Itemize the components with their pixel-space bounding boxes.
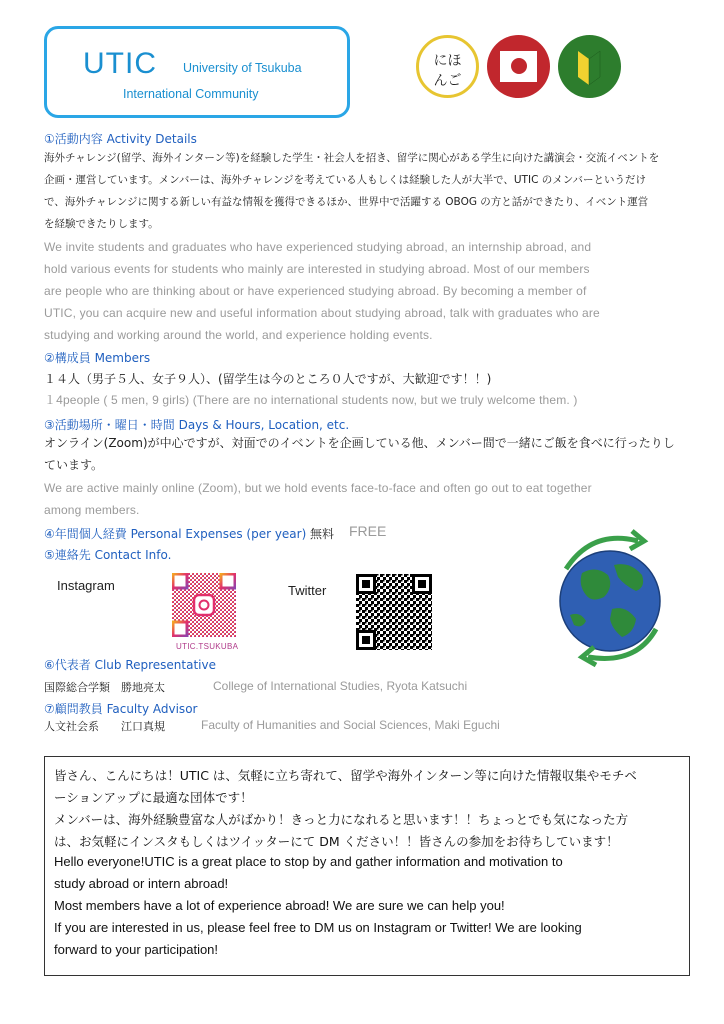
advisor-heading: ⑦顧問教員 Faculty Advisor bbox=[44, 702, 198, 716]
members-heading: ②構成員 Members bbox=[44, 351, 151, 365]
message-line: Hello everyone!UTIC is a great place to stop by and gather information and motivation to bbox=[54, 854, 563, 869]
activity-heading: ①活動内容 Activity Details bbox=[44, 132, 197, 146]
beginner-mark-icon bbox=[558, 35, 621, 98]
twitter-qr-icon[interactable] bbox=[356, 574, 432, 650]
message-line: If you are interested in us, please feel free to DM us on Instagram or Twitter! We are looking bbox=[54, 920, 582, 935]
members-jp: １４人（男子５人、女子９人）、(留学生は今のところ０人ですが、大歓迎です！！) bbox=[44, 372, 492, 386]
location-jp-text: オンライン(Zoom)が中心ですが、対面でのイベントを企画している他、メンバー間で一緒にご飯を食べに行ったりし ています。 bbox=[44, 436, 675, 472]
message-line: forward to your participation! bbox=[54, 942, 219, 957]
message-line: study abroad or intern abroad! bbox=[54, 876, 229, 891]
representative-en: College of International Studies, Ryota Katsuchi bbox=[213, 679, 468, 693]
message-line: Most members have a lot of experience abroad! We are sure we can help you! bbox=[54, 898, 505, 913]
logo-university: University of Tsukuba bbox=[183, 61, 302, 75]
qr-caption: UTIC.TSUKUBA bbox=[176, 642, 239, 651]
instagram-qr-icon[interactable] bbox=[172, 573, 236, 637]
expenses-jp: 無料 bbox=[310, 527, 335, 541]
activity-en-text: We invite students and graduates who have experienced studying abroad, an internship abroad, and hold various events for students who mainly are interested in studying abroad. Most of our members are people who are thinking about or have experienced studying abroad. By becoming a member of UTIC, you can acquire new and useful information about studying abroad, talk with graduates who are studying and working around the world, and experience holding events. bbox=[44, 240, 600, 342]
representative-jp: 国際総合学類 勝地亮太 bbox=[44, 681, 165, 694]
club-logo bbox=[44, 26, 350, 118]
nihongo-badge-icon bbox=[416, 35, 479, 98]
members-en: １4people ( 5 men, 9 girls) (There are no international students now, but we truly welcome them. ) bbox=[44, 393, 578, 407]
message-line: ーションアップに最適な団体です！ bbox=[54, 790, 253, 805]
instagram-label: Instagram bbox=[57, 578, 115, 593]
japan-flag-icon bbox=[487, 35, 550, 98]
message-line: 皆さん、こんにちは！UTIC は、気軽に立ち寄れて、留学や海外インターン等に向けた情報収集やモチベ bbox=[54, 768, 637, 783]
nihongo-badge-line2: んご bbox=[433, 73, 462, 89]
representative-heading: ⑥代表者 Club Representative bbox=[44, 658, 216, 672]
twitter-label: Twitter bbox=[288, 583, 327, 598]
expenses-heading: ④年間個人経費 Personal Expenses (per year) bbox=[44, 527, 307, 541]
logo-community: International Community bbox=[123, 87, 259, 101]
message-line: は、お気軽にインスタもしくはツイッターにて DM ください！！皆さんの参加をお待ちしています！ bbox=[54, 834, 619, 849]
message-line: メンバーは、海外経験豊富な人がばかり！きっと力になれると思います！！ちょっとでも気になった方 bbox=[54, 812, 629, 827]
advisor-en: Faculty of Humanities and Social Sciences, Maki Eguchi bbox=[201, 718, 500, 732]
advisor-jp: 人文社会系 江口真規 bbox=[44, 720, 165, 733]
nihongo-badge-line1: にほ bbox=[433, 53, 462, 69]
location-heading: ③活動場所・曜日・時間 Days & Hours, Location, etc. bbox=[44, 418, 350, 432]
expenses-en: FREE bbox=[349, 523, 387, 539]
contact-heading: ⑤連絡先 Contact Info. bbox=[44, 548, 172, 562]
activity-jp-text: 海外チャレンジ(留学、海外インターン等)を経験した学生・社会人を招き、留学に関心がある学生に向けた講演会・交流イベントを 企画・運営しています。メンバーは、海外チャレンジを考えている人もしくは経験した人が大半で、UTIC のメンバーというだけ で、海外チャレンジに関する新しい有益な情報を獲得できるほか、世界中で活躍する OBOG の方と話ができたり、イベント運営 を経験できたりします。 bbox=[44, 152, 660, 230]
logo-name: UTIC bbox=[83, 47, 157, 80]
location-en-text: We are active mainly online (Zoom), but we hold events face-to-face and often go out to eat together among members. bbox=[44, 481, 592, 517]
earth-recycle-icon bbox=[552, 525, 668, 669]
